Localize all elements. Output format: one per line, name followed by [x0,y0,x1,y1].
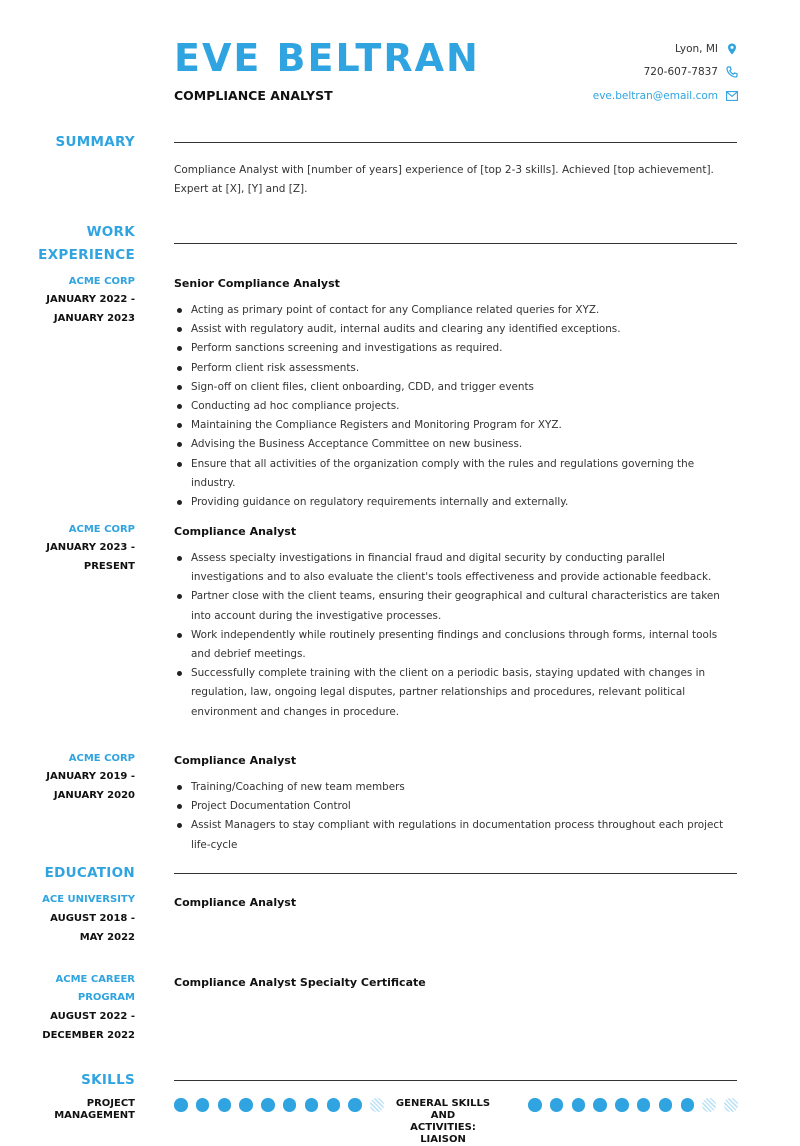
experience-heading-line2: EXPERIENCE [38,247,135,263]
rating-dot-filled [174,1098,188,1112]
education-school: ACE UNIVERSITY [42,894,135,905]
rating-dot-filled [528,1098,542,1112]
job-dates-end: PRESENT [83,561,135,572]
education-dates-start: AUGUST 2022 - [50,1011,135,1022]
list-item: Successfully complete training with the client on a periodic basis, staying updated with changes in regulation, law, ongoing legal disputes, partner relationships and procedures, relevant political environment and changes in procedure. [174,664,734,722]
list-item: Work independently while routinely presenting findings and conclusions through forms, internal tools and debrief meetings. [174,626,734,664]
experience-heading [38,221,135,267]
job-dates-start: JANUARY 2023 - [46,542,135,553]
education-dates-end: DECEMBER 2022 [42,1030,135,1041]
list-item: Project Documentation Control [174,797,734,816]
skill-name [15,1098,135,1122]
list-item: Training/Coaching of new team members [174,778,734,797]
email-link[interactable]: eve.beltran@email.com [592,90,718,102]
education-divider [174,873,737,874]
list-item: Acting as primary point of contact for any Compliance related queries for XYZ. [174,301,734,320]
rating-dot-empty [370,1098,384,1112]
list-item: Perform client risk assessments. [174,359,734,378]
skills-heading: SKILLS [81,1072,135,1088]
envelope-icon [726,90,738,102]
job-company: ACME CORP [68,276,135,287]
skill-name-line1: GENERAL SKILLS AND [395,1098,491,1121]
skill-name-line1: PROJECT [86,1098,135,1109]
list-item: Assist with regulatory audit, internal audits and clearing any identified exceptions. [174,320,734,339]
rating-dot-filled [283,1098,297,1112]
rating-dot-filled [593,1098,607,1112]
rating-dot-filled [681,1098,695,1112]
rating-dot-filled [196,1098,210,1112]
skills-divider [174,1080,737,1081]
education-degree: Compliance Analyst Specialty Certificate [174,976,426,989]
list-item: Partner close with the client teams, ensuring their geographical and cultural characteristics are taken into account during the investigative processes. [174,587,734,625]
job-dates-start: JANUARY 2019 - [46,771,135,782]
summary-heading: SUMMARY [55,134,135,150]
education-dates-start: AUGUST 2018 - [50,913,135,924]
job-bullets [174,549,734,722]
rating-dot-empty [724,1098,738,1112]
education-dates-end: MAY 2022 [79,932,135,943]
list-item: Perform sanctions screening and investigations as required. [174,339,734,358]
job-dates-start: JANUARY 2022 - [46,294,135,305]
list-item: Advising the Business Acceptance Committee on new business. [174,435,734,454]
list-item: Maintaining the Compliance Registers and Monitoring Program for XYZ. [174,416,734,435]
contact-phone [644,66,738,78]
job-title: Senior Compliance Analyst [174,277,340,290]
education-school [25,971,135,1007]
job-dates [25,538,135,576]
skill-rating [528,1098,738,1112]
list-item: Assist Managers to stay compliant with regulations in documentation process throughout each project life-cycle [174,816,734,854]
skill-rating [174,1098,384,1112]
job-company: ACME CORP [68,524,135,535]
location-text: Lyon, MI [674,43,718,55]
list-item: Conducting ad hoc compliance projects. [174,397,734,416]
experience-heading-line1: WORK [86,224,135,240]
skill-name [388,1098,498,1146]
candidate-name: EVE BELTRAN [174,36,480,80]
education-dates [25,909,135,947]
list-item: Assess specialty investigations in financial fraud and digital security by conducting parallel investigations and to also evaluate the client's tools effectiveness and provide actionable feedback. [174,549,734,587]
skill-name-line2: MANAGEMENT [54,1110,135,1121]
rating-dot-filled [305,1098,319,1112]
rating-dot-filled [615,1098,629,1112]
job-bullets [174,301,734,512]
job-bullets [174,778,734,855]
list-item: Ensure that all activities of the organization comply with the rules and regulations governing the industry. [174,455,734,493]
experience-divider [174,243,737,244]
rating-dot-filled [261,1098,275,1112]
map-pin-icon [726,43,738,55]
summary-text: Compliance Analyst with [number of years] experience of [top 2-3 skills]. Achieved [top achievement]. Expert at [X], [Y] and [Z]. [174,164,714,195]
education-school-line2: PROGRAM [77,992,135,1003]
rating-dot-filled [659,1098,673,1112]
rating-dot-empty [702,1098,716,1112]
job-dates-end: JANUARY 2020 [53,790,135,801]
skill-name-line2: ACTIVITIES: LIAISON [410,1122,476,1145]
rating-dot-filled [348,1098,362,1112]
list-item: Providing guidance on regulatory requirements internally and externally. [174,493,734,512]
job-title: Compliance Analyst [174,525,297,538]
summary-divider [174,142,737,143]
education-degree: Compliance Analyst [174,896,297,909]
education-heading: EDUCATION [44,865,135,881]
job-dates-end: JANUARY 2023 [53,313,135,324]
rating-dot-filled [218,1098,232,1112]
job-dates [25,767,135,805]
rating-dot-filled [637,1098,651,1112]
candidate-title: COMPLIANCE ANALYST [174,88,333,103]
education-school-line1: ACME CAREER [55,974,135,985]
list-item: Sign-off on client files, client onboarding, CDD, and trigger events [174,378,734,397]
education-dates [25,1007,135,1045]
phone-text: 720-607-7837 [643,66,718,78]
phone-icon [726,66,738,78]
contact-location [675,43,738,55]
rating-dot-filled [550,1098,564,1112]
job-company: ACME CORP [68,753,135,764]
job-dates [25,290,135,328]
contact-email[interactable] [593,90,738,102]
rating-dot-filled [239,1098,253,1112]
job-title: Compliance Analyst [174,754,297,767]
rating-dot-filled [572,1098,586,1112]
rating-dot-filled [327,1098,341,1112]
